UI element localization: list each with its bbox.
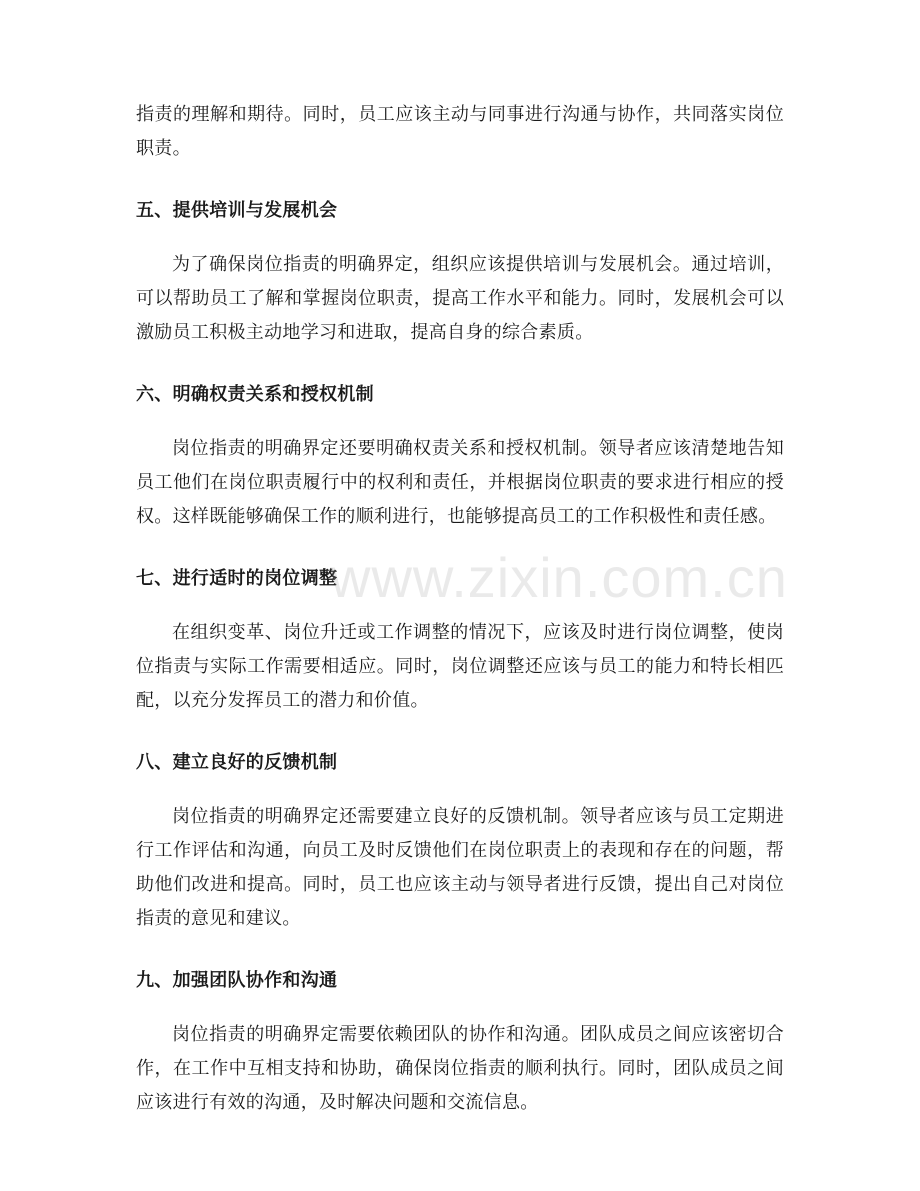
section-heading-9: 九、加强团队协作和沟通 <box>136 970 338 991</box>
section-body-5: 为了确保岗位指责的明确界定，组织应该提供培训与发展机会。通过培训，可以帮助员工了解和掌握岗位职责，提高工作水平和能力。同时，发展机会可以激励员工积极主动地学习和进取，提高自身的综合素质。 <box>136 254 784 343</box>
section-heading-8: 八、建立良好的反馈机制 <box>136 752 338 773</box>
section-body-7: 在组织变革、岗位升迁或工作调整的情况下，应该及时进行岗位调整，使岗位指责与实际工作需要相适应。同时，岗位调整还应该与员工的能力和特长相匹配，以充分发挥员工的潜力和价值。 <box>136 622 784 711</box>
document-body <box>136 98 784 1120</box>
section-body-9: 岗位指责的明确界定需要依赖团队的协作和沟通。团队成员之间应该密切合作，在工作中互相支持和协助，确保岗位指责的顺利执行。同时，团队成员之间应该进行有效的沟通，及时解决问题和交流信息。 <box>136 1024 784 1113</box>
watermark-text: www.zixin.com.cn <box>330 546 788 609</box>
section-heading-6: 六、明确权责关系和授权机制 <box>136 384 374 405</box>
section-heading-5: 五、提供培训与发展机会 <box>136 200 338 221</box>
section-body-6: 岗位指责的明确界定还要明确权责关系和授权机制。领导者应该清楚地告知员工他们在岗位职责履行中的权利和责任，并根据岗位职责的要求进行相应的授权。这样既能够确保工作的顺利进行，也能够提高员工的工作积极性和责任感。 <box>136 438 784 527</box>
section-body-8: 岗位指责的明确界定还需要建立良好的反馈机制。领导者应该与员工定期进行工作评估和沟通，向员工及时反馈他们在岗位职责上的表现和存在的问题，帮助他们改进和提高。同时，员工也应该主动与领导者进行反馈，提出自己对岗位指责的意见和建议。 <box>136 806 784 929</box>
section-heading-7: 七、进行适时的岗位调整 <box>136 568 338 589</box>
intro-paragraph: 指责的理解和期待。同时，员工应该主动与同事进行沟通与协作，共同落实岗位职责。 <box>136 104 784 159</box>
